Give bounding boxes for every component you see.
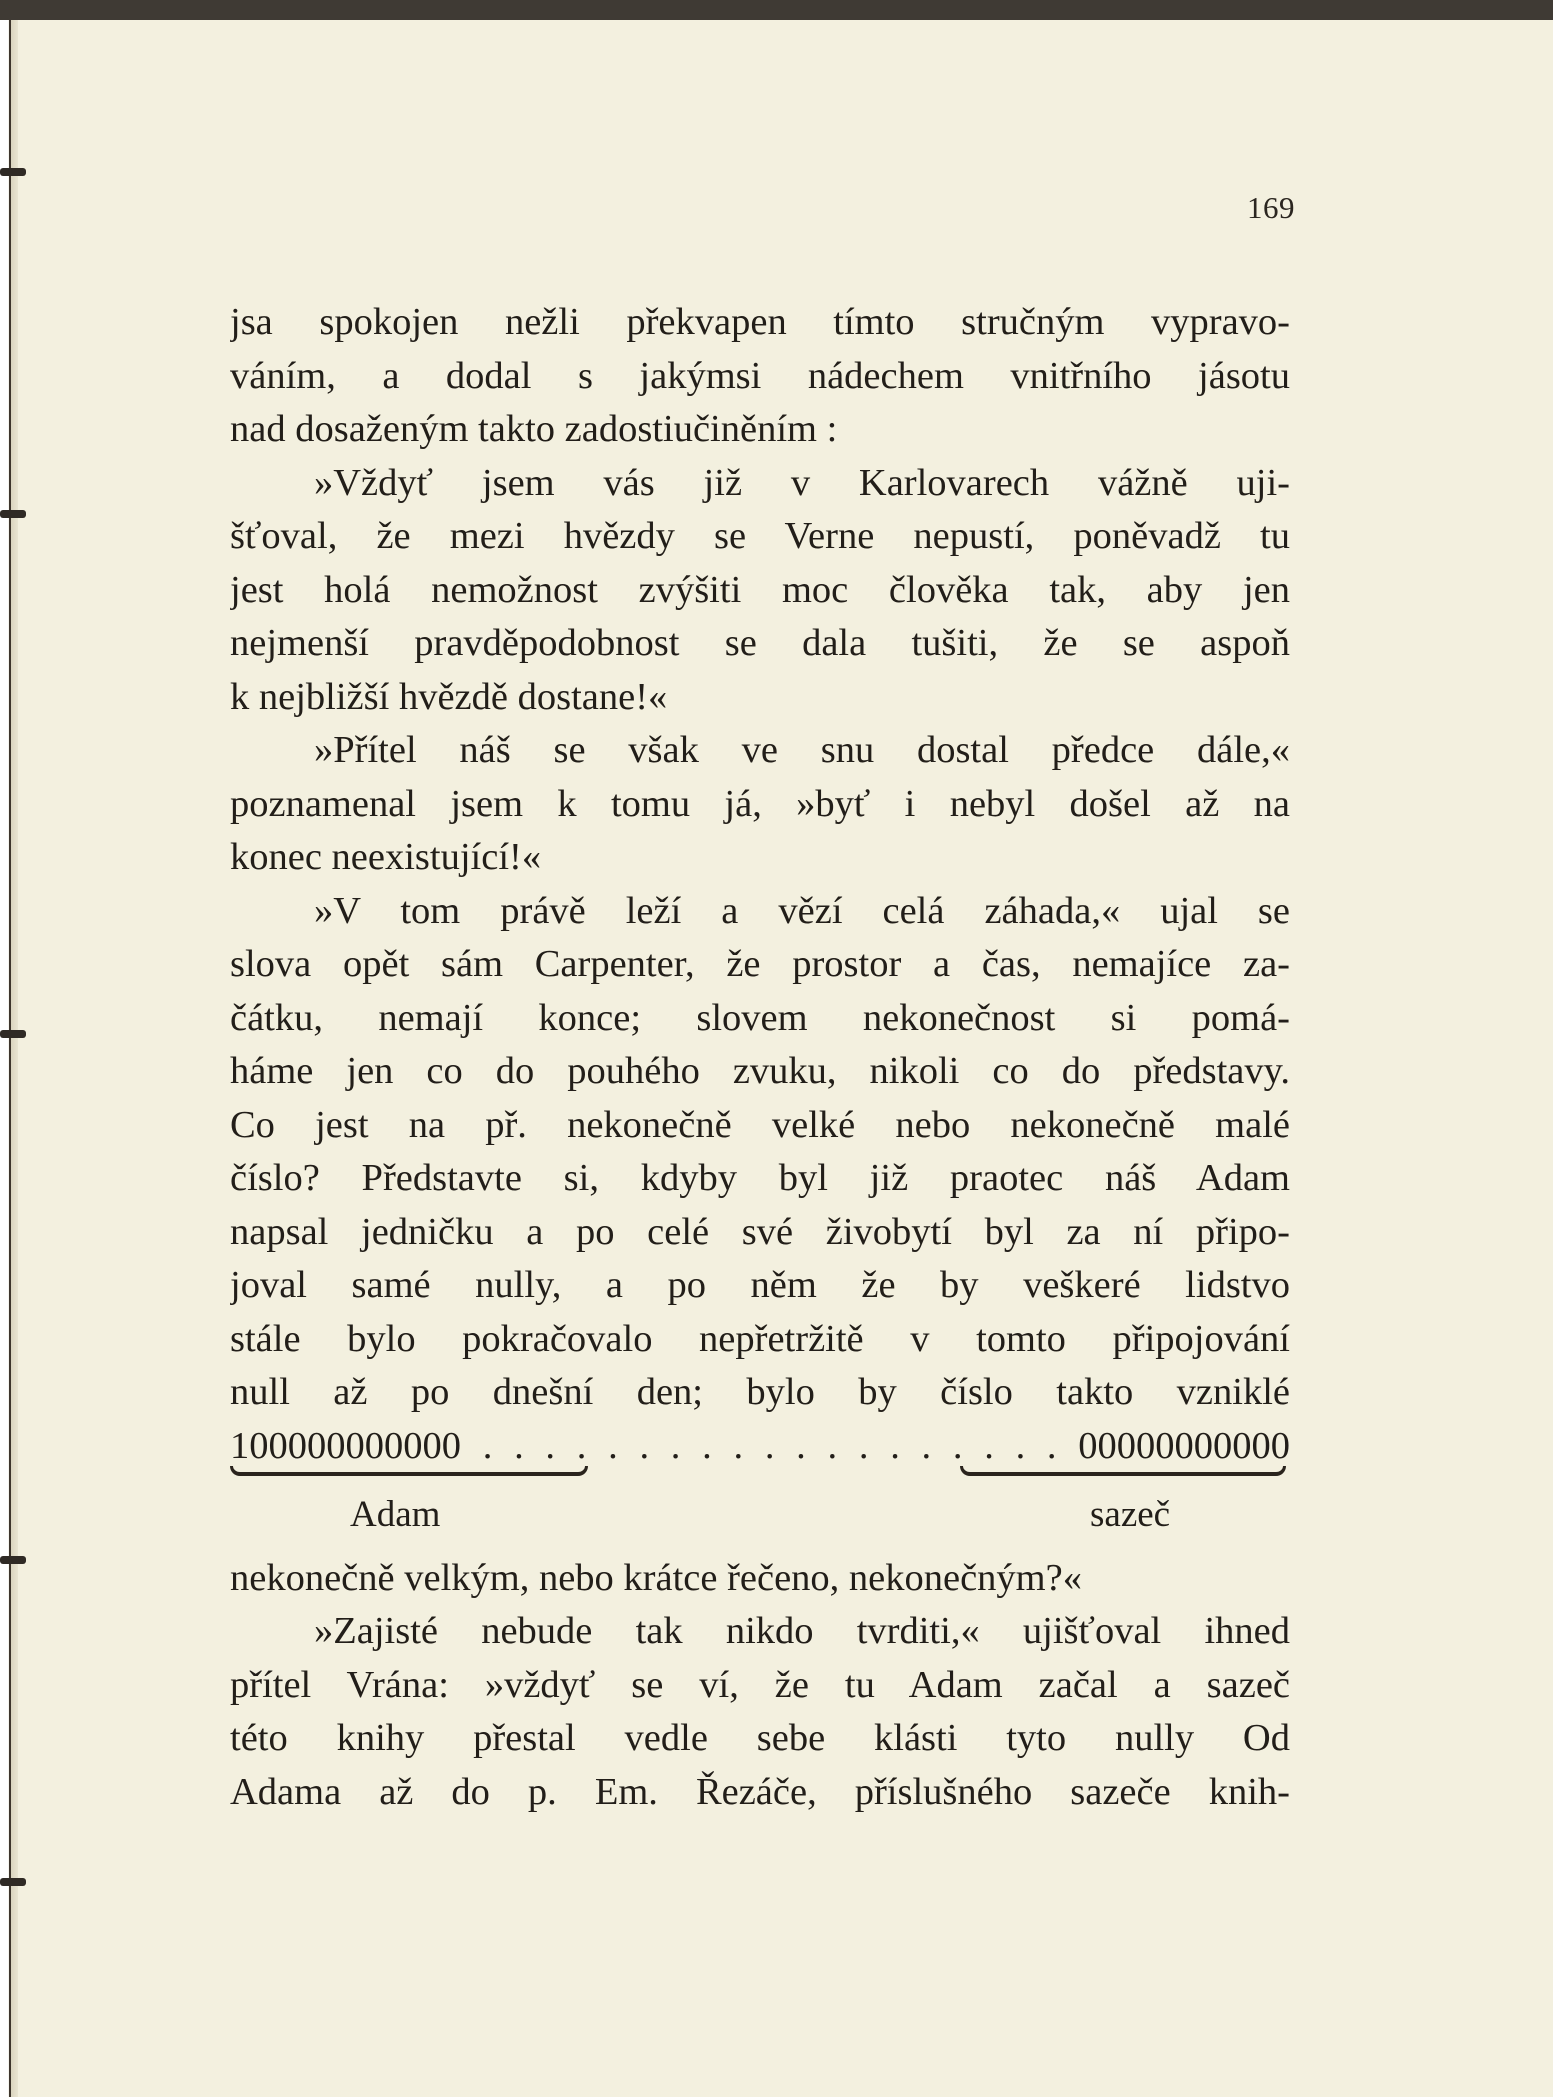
text-line: váním, a dodal s jakýmsi nádechem vnitřního jásotu: [230, 354, 1290, 397]
paragraph: [230, 724, 1290, 885]
text-line: háme jen co do pouhého zvuku, nikoli co do představy.: [230, 1050, 1290, 1092]
text-line: číslo? Představte si, kdyby byl již praotec náš Adam: [230, 1157, 1290, 1199]
text-line: Co jest na př. nekonečně velké nebo nekonečně malé: [230, 1103, 1290, 1146]
paragraph: [230, 1605, 1290, 1819]
number-left: 100000000000: [230, 1424, 461, 1466]
brace-left: [230, 1466, 588, 1476]
text-line: čátku, nemají konce; slovem nekonečnost si pomá-: [230, 996, 1290, 1039]
text-line: jsa spokojen nežli překvapen tímto stručným vypravo-: [230, 301, 1290, 343]
binding-tick-mark: [0, 1878, 26, 1886]
brace-label-sazec: sazeč: [1090, 1493, 1171, 1535]
text-line: jest holá nemožnost zvýšiti moc člověka tak, aby jen: [230, 568, 1290, 611]
text-line: této knihy přestal vedle sebe klásti tyto nully Od: [230, 1717, 1290, 1759]
paragraph: [230, 457, 1290, 725]
text-line: stále bylo pokračovalo nepřetržitě v tomto připojování: [230, 1317, 1290, 1360]
brace-labels: [230, 1484, 1290, 1552]
text-line: napsal jedničku a po celé své živobytí byl za ní připo-: [230, 1210, 1290, 1253]
binding-line: [9, 20, 11, 2097]
paragraph: [230, 296, 1290, 457]
brace-row: [230, 1466, 1290, 1484]
text-line: Adama až do p. Em. Řezáče, příslušného sazeče knih-: [230, 1770, 1290, 1813]
text-line: poznamenal jsem k tomu já, »byť i nebyl došel až na: [230, 782, 1290, 825]
paragraph: [230, 885, 1290, 1606]
text-line: nad dosaženým takto zadostiučiněním :: [230, 408, 838, 450]
text-line: nejmenší pravděpodobnost se dala tušiti, že se aspoň: [230, 622, 1290, 664]
page-number: 169: [1247, 190, 1295, 225]
text-line: »V tom právě leží a vězí celá záhada,« ujal se: [314, 889, 1290, 932]
brace-label-adam: Adam: [350, 1493, 441, 1535]
text-line: nekonečně velkým, nebo krátce řečeno, nekonečným?«: [230, 1556, 1082, 1599]
text-line: šťoval, že mezi hvězdy se Verne nepustí, poněvadž tu: [230, 515, 1290, 557]
number-right: 00000000000: [1078, 1424, 1290, 1466]
brace-right: [960, 1466, 1286, 1476]
text-line: »Vždyť jsem vás již v Karlovarech vážně uji-: [314, 461, 1290, 504]
text-line: konec neexistující!«: [230, 836, 542, 878]
binding-tick-mark: [0, 510, 26, 518]
text-line: »Zajisté nebude tak nikdo tvrditi,« ujišťoval ihned: [314, 1610, 1290, 1652]
binding-tick-mark: [0, 1030, 26, 1038]
text-line: k nejbližší hvězdě dostane!«: [230, 675, 668, 718]
text-line: slova opět sám Carpenter, že prostor a čas, nemajíce za-: [230, 943, 1290, 985]
number-dots: . . . . . . . . . . . . . . . . . . .: [482, 1424, 1057, 1466]
text-line: joval samé nully, a po něm že by veškeré lidstvo: [230, 1264, 1290, 1306]
binding-tick-mark: [0, 1556, 26, 1564]
binding-tick-mark: [0, 168, 26, 176]
text-line: přítel Vrána: »vždyť se ví, že tu Adam začal a sazeč: [230, 1663, 1290, 1706]
body-text: [230, 296, 1290, 1819]
long-number: [230, 1420, 1290, 1466]
text-line: »Přítel náš se však ve snu dostal předce dále,«: [314, 729, 1290, 771]
text-line: null až po dnešní den; bylo by číslo takto vzniklé: [230, 1371, 1290, 1413]
